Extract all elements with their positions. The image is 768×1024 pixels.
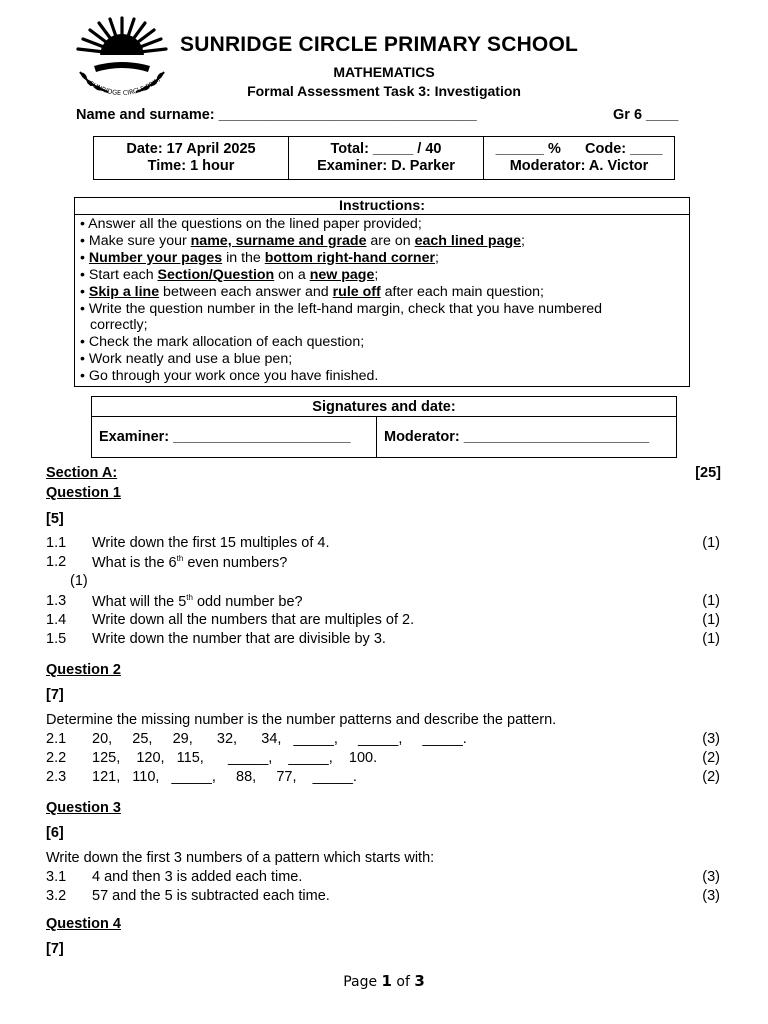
question-2-marks: [7] bbox=[46, 687, 64, 703]
info-table bbox=[93, 136, 675, 180]
date: Date: 17 April 2025 bbox=[126, 141, 256, 157]
instruction-item: • Write the question number in the left-hand margin, check that you have numbered bbox=[80, 300, 603, 317]
question-item: 1.2 What is the 6th even numbers? bbox=[46, 554, 288, 571]
question-4-marks: [7] bbox=[46, 941, 64, 957]
question-3-intro: Write down the first 3 numbers of a pattern which starts with: bbox=[46, 850, 435, 866]
section-a-heading: Section A: [25] bbox=[46, 465, 721, 481]
instruction-item: • Go through your work once you have finished. bbox=[80, 368, 379, 385]
subject-title: MATHEMATICS bbox=[333, 64, 435, 80]
name-surname-field: Name and surname: ________________________________ bbox=[76, 107, 477, 123]
question-3-marks: [6] bbox=[46, 825, 64, 841]
instruction-item: • Number your pages in the bottom right-hand corner; bbox=[80, 249, 439, 266]
question-item: 1.1 Write down the first 15 multiples of 4. (1) bbox=[46, 535, 720, 551]
question-2-intro: Determine the missing number is the number patterns and describe the pattern. bbox=[46, 712, 557, 728]
instructions-box bbox=[74, 197, 690, 387]
question-4-title: Question 4 bbox=[46, 916, 121, 932]
question-item: 1.3 What will the 5th odd number be? (1) bbox=[46, 593, 720, 610]
instruction-item-cont: correctly; bbox=[90, 317, 148, 334]
instruction-item: • Work neatly and use a blue pen; bbox=[80, 351, 293, 368]
moderator: Moderator: A. Victor bbox=[509, 158, 649, 174]
question-1-2-marks: (1) bbox=[70, 573, 88, 589]
signatures-table bbox=[91, 396, 677, 458]
logo-text: SUNRIDGE CIRCLE PRIM bbox=[87, 75, 162, 98]
moderator-signature: Moderator: _______________________ bbox=[377, 417, 677, 458]
task-title: Formal Assessment Task 3: Investigation bbox=[247, 83, 521, 99]
question-1-title: Question 1 bbox=[46, 485, 121, 501]
instruction-item: • Skip a line between each answer and rule off after each main question; bbox=[80, 283, 544, 300]
question-item: 1.5 Write down the number that are divisible by 3. (1) bbox=[46, 631, 720, 647]
grade-field: Gr 6 ____ bbox=[613, 107, 679, 123]
percent-code: ______ % Code: ____ bbox=[495, 141, 663, 157]
question-item: 1.4 Write down all the numbers that are multiples of 2. (1) bbox=[46, 612, 720, 628]
total-mark: Total: _____ / 40 bbox=[330, 141, 442, 157]
question-2-title: Question 2 bbox=[46, 662, 121, 678]
question-item: 2.1 20, 25, 29, 32, 34, _____, _____, _____. (3) bbox=[46, 731, 720, 747]
examiner-signature: Examiner: ______________________ bbox=[92, 417, 377, 458]
question-item: 2.2 125, 120, 115, _____, _____, 100. (2) bbox=[46, 750, 720, 766]
question-item: 3.1 4 and then 3 is added each time. (3) bbox=[46, 869, 720, 885]
instruction-item: • Answer all the questions on the lined paper provided; bbox=[80, 216, 422, 232]
instruction-item: • Start each Section/Question on a new page; bbox=[80, 266, 379, 283]
section-a-marks: [25] bbox=[695, 465, 721, 481]
instruction-item: • Make sure your name, surname and grade are on each lined page; bbox=[80, 232, 525, 249]
instructions-title: Instructions: bbox=[75, 198, 689, 215]
signatures-title: Signatures and date: bbox=[92, 397, 677, 417]
question-item: 2.3 121, 110, _____, 88, 77, _____. (2) bbox=[46, 769, 720, 785]
instruction-item: • Check the mark allocation of each question; bbox=[80, 334, 365, 351]
question-1-marks: [5] bbox=[46, 511, 64, 527]
page-number: Page 1 of 3 bbox=[343, 972, 425, 990]
time: Time: 1 hour bbox=[147, 158, 235, 174]
question-3-title: Question 3 bbox=[46, 800, 121, 816]
examiner: Examiner: D. Parker bbox=[317, 158, 455, 174]
school-name: SUNRIDGE CIRCLE PRIMARY SCHOOL bbox=[180, 33, 579, 56]
question-item: 3.2 57 and the 5 is subtracted each time. (3) bbox=[46, 888, 720, 904]
